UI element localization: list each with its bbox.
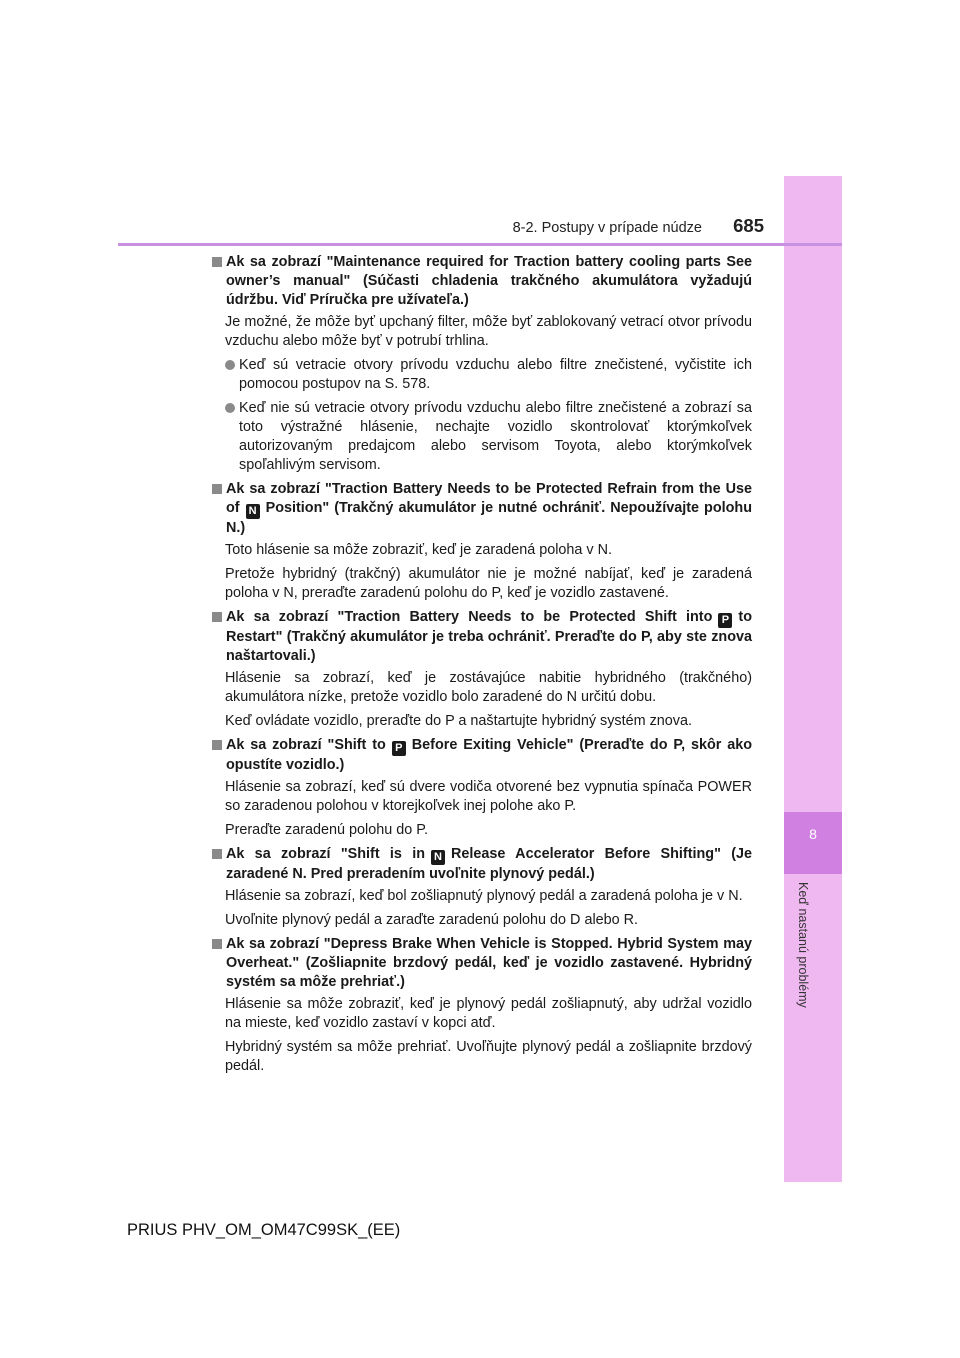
section-shift-into-p: [212, 608, 752, 731]
paragraph: Pretože hybridný (trakčný) akumulátor nie je možné nabíjať, keď je zaradená poloha v N, preraďte zaradenú polohu do P, keď je vozidlo zastavené.: [225, 566, 752, 601]
paragraph: Keď ovládate vozidlo, preraďte do P a naštartujte hybridný systém znova.: [225, 713, 692, 729]
square-bullet-icon: [212, 939, 222, 949]
document-code: PRIUS PHV_OM_OM47C99SK_(EE): [127, 1221, 401, 1239]
chapter-side-tab-active: [784, 812, 842, 874]
paragraph: Hlásenie sa zobrazí, keď je zostávajúce nabitie hybridného (trakčného) akumulátora nízke, pretože vozidlo bolo zaradené do N určitú dobu.: [225, 670, 752, 705]
gear-p-icon: P: [718, 613, 732, 628]
section-shift-is-n: [212, 845, 752, 930]
square-bullet-icon: [212, 740, 222, 750]
gear-n-icon: N: [246, 504, 260, 519]
section-title: 8-2. Postupy v prípade núdze: [512, 220, 702, 236]
paragraph: Je možné, že môže byť upchaný filter, môže byť zablokovaný vetrací otvor prívodu vzduchu alebo môže byť v potrubí trhlina.: [225, 314, 752, 349]
square-bullet-icon: [212, 257, 222, 267]
header-rule: [118, 243, 842, 246]
section-heading: Ak sa zobrazí "Depress Brake When Vehicle is Stopped. Hybrid System may Overheat." (Zošliapnite brzdový pedál, keď je vozidlo zastavené. Hybridný systém sa môže prehriať.): [212, 935, 752, 992]
chapter-title: Keď nastanú problémy: [796, 882, 810, 1008]
square-bullet-icon: [212, 849, 222, 859]
section-heading: Ak sa zobrazí "Maintenance required for Traction battery cooling parts See owner’s manual" (Súčasti chladenia trakčného akumulátora vyžadujú údržbu. Viď Príručka pre užívateľa.): [212, 253, 752, 310]
paragraph: Preraďte zaradenú polohu do P.: [225, 822, 428, 838]
section-depress-brake: [212, 935, 752, 1076]
gear-p-icon: P: [392, 741, 406, 756]
section-heading: Ak sa zobrazí "Traction Battery Needs to be Protected Refrain from the Use of N Position" (Trakčný akumulátor je nutné ochrániť. Nepoužívajte polohu N.): [212, 480, 752, 538]
square-bullet-icon: [212, 484, 222, 494]
square-bullet-icon: [212, 612, 222, 622]
section-heading: Ak sa zobrazí "Shift to P Before Exiting Vehicle" (Preraďte do P, skôr ako opustíte vozidlo.): [212, 736, 752, 775]
chapter-number: 8: [809, 826, 817, 842]
bullet-item: Keď nie sú vetracie otvory prívodu vzduchu alebo filtre znečistené a zobrazí sa toto výstražné hlásenie, nechajte vozidlo skontrolovať ktorýmkoľvek autorizovaným predajcom alebo servisom Toyota, alebo ktorýmkoľvek spoľahlivým servisom.: [225, 399, 752, 475]
section-maintenance: [212, 253, 752, 475]
round-bullet-icon: [225, 360, 235, 370]
paragraph: Hybridný systém sa môže prehriať. Uvoľňujte plynový pedál a zošliapnite brzdový pedál.: [225, 1039, 752, 1074]
section-shift-before-exit: [212, 736, 752, 840]
paragraph: Hlásenie sa môže zobraziť, keď je plynový pedál zošliapnutý, aby udržal vozidlo na mieste, keď vozidlo zastaví v kopci atď.: [225, 996, 752, 1031]
section-heading: Ak sa zobrazí "Shift is in N Release Accelerator Before Shifting" (Je zaradené N. Pred preradením uvoľnite plynový pedál.): [212, 845, 752, 884]
round-bullet-icon: [225, 403, 235, 413]
paragraph: Hlásenie sa zobrazí, keď sú dvere vodiča otvorené bez vypnutia spínača POWER so zaradenou polohou v ktorejkoľvek inej polohe ako P.: [225, 779, 752, 814]
paragraph: Hlásenie sa zobrazí, keď bol zošliapnutý plynový pedál a zaradená poloha je v N.: [225, 888, 743, 904]
paragraph: Uvoľnite plynový pedál a zaraďte zaradenú polohu do D alebo R.: [225, 912, 639, 928]
bullet-item: Keď sú vetracie otvory prívodu vzduchu alebo filtre znečistené, vyčistite ich pomocou postupov na S. 578.: [225, 356, 752, 394]
page-number: 685: [733, 215, 764, 236]
section-heading: Ak sa zobrazí "Traction Battery Needs to be Protected Shift into P to Restart" (Trakčný akumulátor je treba ochrániť. Preraďte do P, aby ste znova naštartovali.): [212, 608, 752, 666]
page-content: [212, 253, 752, 1081]
gear-n-icon: N: [431, 850, 445, 865]
paragraph: Toto hlásenie sa môže zobraziť, keď je zaradená poloha v N.: [225, 542, 613, 558]
section-refrain-n: [212, 480, 752, 603]
